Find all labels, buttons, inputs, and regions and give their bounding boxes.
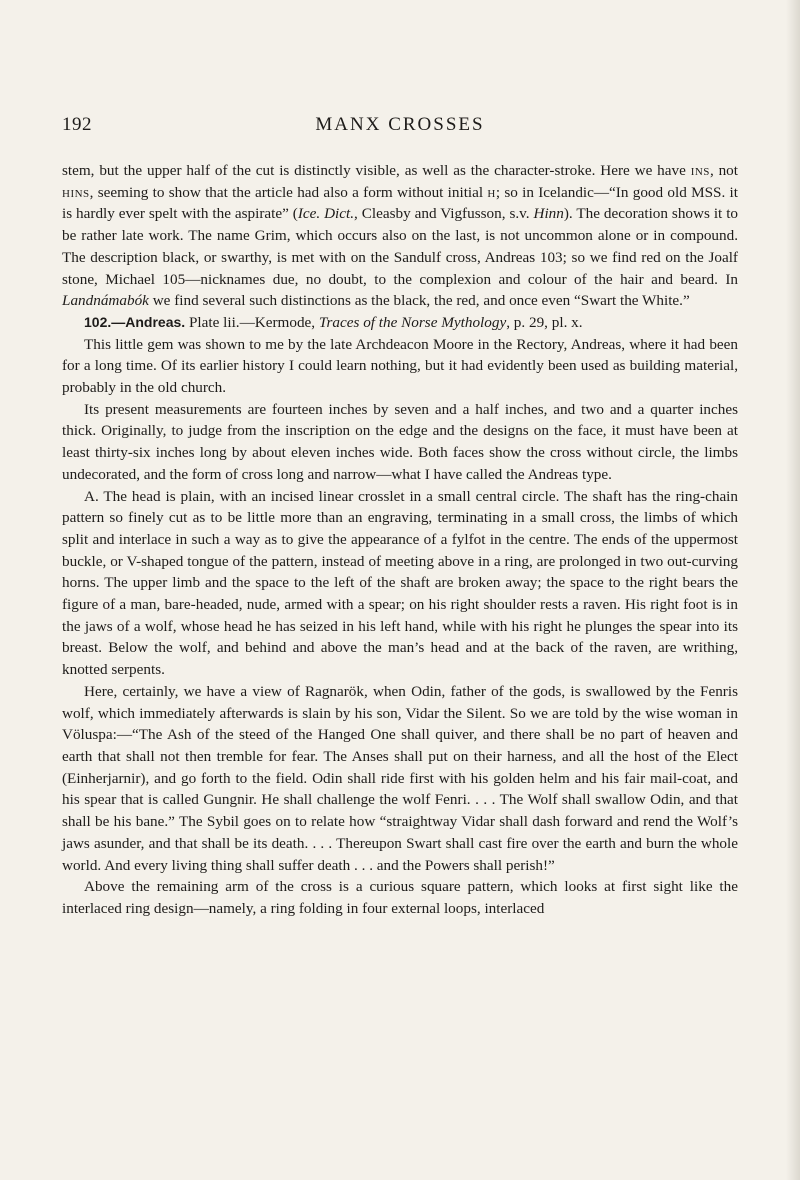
paragraph: This little gem was shown to me by the late Archdeacon Moore in the Rectory, Andreas, where it had been for a long time. Of its earlier history I could learn nothing, but it had evidently been used as building material, probably in the old church.	[62, 335, 738, 397]
paragraph: Here, certainly, we have a view of Ragnarök, when Odin, father of the gods, is swallowed by the Fenris wolf, which immediately afterwards is slain by his son, Vidar the Silent. So we are told by the wise woman in Völuspa:—“The Ash of the steed of the Hanged One shall quiver, and there shall be no part of heaven and earth that shall not then tremble for fear. The Anses shall put on their harness, and all the host of the Elect (Einherjarnir), and go forth to the field. Odin shall ride first with his golden helm and his fair mail-coat, and his spear that is called Gungnir. He shall challenge the wolf Fenri. . . . The Wolf shall swallow Odin, and that shall be his bane.” The Sybil goes on to relate how “straightway Vidar shall dash forward and rend the Wolf’s jaws asunder, and that shall be its death. . . . Thereupon Swart shall cast fire over the earth and burn the whole world. And every living thing shall suffer death . . . and the Powers shall perish!”	[62, 682, 738, 874]
paragraph: A. The head is plain, with an incised linear crosslet in a small central circle. The shaft has the ring-chain pattern so finely cut as to be little more than an engraving, terminating in a small cross, the limbs of which split and interlace in such a way as to give the appearance of a fylfot in the centre. The ends of the uppermost buckle, or V-shaped tongue of the pattern, instead of meeting above in a ring, are prolonged in two out-curving horns. The upper limb and the space to the left of the shaft are broken away; the space to the right bears the figure of a man, bare-headed, nude, armed with a spear; on his right shoulder rests a raven. His right foot is in the jaws of a wolf, whose head he has seized in his left hand, while with his right he plunges the spear into its breast. Below the wolf, and behind and above the man’s head and at the back of the raven, are writhing, knotted serpents.	[62, 487, 738, 679]
page-edge-shadow	[786, 0, 800, 1180]
entry-heading: 102.—Andreas.	[84, 313, 186, 330]
paragraph: Its present measurements are fourteen inches by seven and a half inches, and two and a quarter inches thick. Originally, to judge from the inscription on the edge and the designs on the face, it must have been at least thirty-six inches long by about eleven inches wide. Both faces show the cross without circle, the limbs undecorated, and the form of cross long and narrow—what I have called the Andreas type.	[62, 400, 738, 483]
paragraph: Above the remaining arm of the cross is a curious square pattern, which looks at first sight like the interlaced ring design—namely, a ring folding in four external loops, interlaced	[62, 878, 738, 917]
body-text	[62, 160, 738, 920]
running-head: MANX CROSSES	[315, 114, 485, 135]
page-number: 192	[62, 114, 92, 135]
paragraph-continued: stem, but the upper half of the cut is distinctly visible, as well as the character-stroke. Here we have ins, not hins, seeming to show that the article had also a form without initial h; so in Icelandic—“In good old MSS. it is hardly ever spelt with the aspirate” (Ice. Dict., Cleasby and Vigfusson, s.v. Hinn). The decoration shows it to be rather late work. The name Grim, which occurs also on the last, is not uncommon alone or in compound. The description black, or swarthy, is met with on the Sandulf cross, Andreas 103; so we find red on the Joalf stone, Michael 105—nicknames due, no doubt, to the complexion and colour of the hair and beard. In Landnámabók we find several such distinctions as the black, the red, and once even “Swart the White.”	[62, 162, 739, 310]
entry-heading-paragraph: 102.—Andreas. Plate lii.—Kermode, Traces of the Norse Mythology, p. 29, pl. x.	[84, 313, 583, 331]
page-header	[62, 114, 738, 144]
